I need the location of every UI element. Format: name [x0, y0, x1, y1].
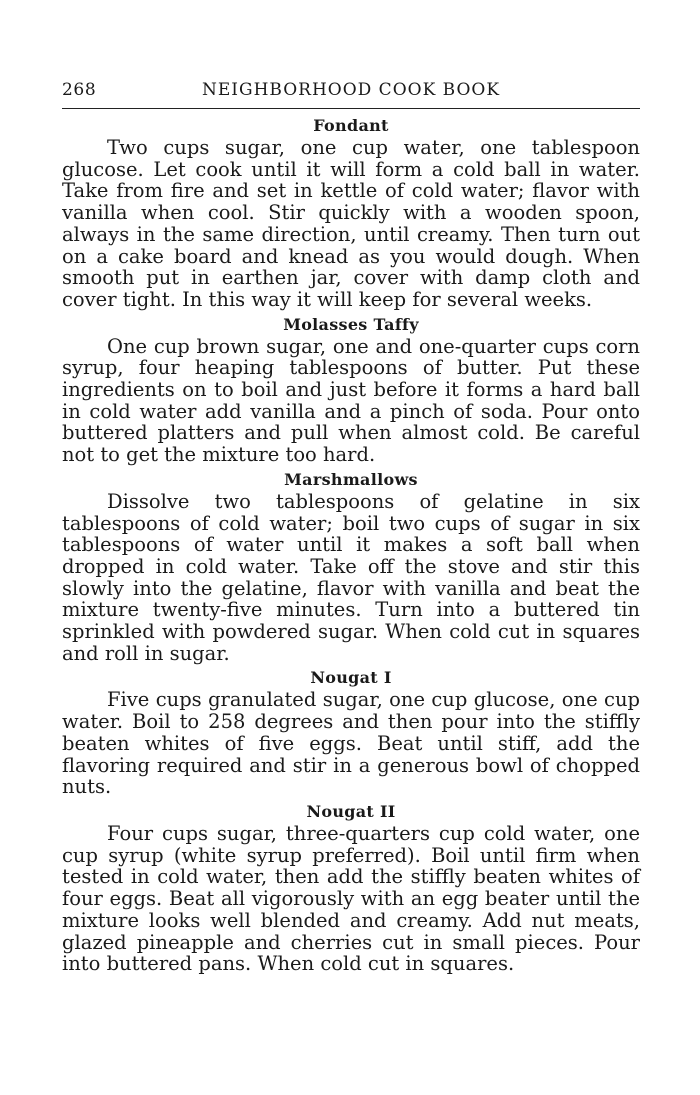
recipe-nougat-2: [62, 801, 640, 975]
recipe-title: Nougat I: [310, 668, 392, 688]
recipe-marshmallows: [62, 469, 640, 665]
recipe-title: Nougat II: [306, 801, 396, 821]
page-number: 268: [62, 80, 97, 100]
recipe-body: Four cups sugar, three-quarters cup cold water, one cup syrup (white syrup preferred). Boil until firm when tested in cold water, then add the stiffly beaten whites of four eggs. Beat all vigorously with an egg beater until the mixture looks well blended and creamy. Add nut meats, glazed pineapple and cherries cut in small pieces. Pour into buttered pans. When cold cut in squares.: [62, 821, 640, 976]
recipe-molasses-taffy: [62, 314, 640, 466]
running-head: NEIGHBORHOOD COOK BOOK: [202, 80, 501, 100]
recipe-title: Marshmallows: [284, 469, 418, 489]
recipe-body: Dissolve two tablespoons of gelatine in six tablespoons of cold water; boil two cups of sugar in six tablespoons of water until it makes a soft ball when dropped in cold water. Take off the stove and stir this slowly into the gelatine, flavor with vanilla and beat the mixture twenty-five minutes. Turn into a buttered tin sprinkled with powdered sugar. When cold cut in squares and roll in sugar.: [62, 489, 640, 665]
page-header: [62, 80, 640, 106]
recipe-body: One cup brown sugar, one and one-quarter cups corn syrup, four heaping tablespoons of butter. Put these ingredients on to boil and just before it forms a hard ball in cold water add vanilla and a pinch of soda. Pour onto buttered platters and pull when almost cold. Be careful not to get the mixture too hard.: [62, 334, 640, 467]
recipe-body: Two cups sugar, one cup water, one tablespoon glucose. Let cook until it will form a cold ball in water. Take from fire and set in kettle of cold water; flavor with vanilla when cool. Stir quickly with a wooden spoon, always in the same direction, until creamy. Then turn out on a cake board and knead as you would dough. When smooth put in earthen jar, cover with damp cloth and cover tight. In this way it will keep for several weeks.: [62, 136, 640, 311]
header-rule: [62, 108, 640, 109]
recipe-title: Molasses Taffy: [283, 314, 419, 334]
recipe-title: Fondant: [313, 116, 389, 135]
recipe-nougat-1: [62, 667, 640, 798]
recipe-fondant: [62, 115, 640, 311]
recipe-body: Five cups granulated sugar, one cup glucose, one cup water. Boil to 258 degrees and then pour into the stiffly beaten whites of five eggs. Beat until stiff, add the flavoring required and stir in a generous bowl of chopped nuts.: [62, 688, 640, 799]
book-page: [62, 80, 640, 978]
